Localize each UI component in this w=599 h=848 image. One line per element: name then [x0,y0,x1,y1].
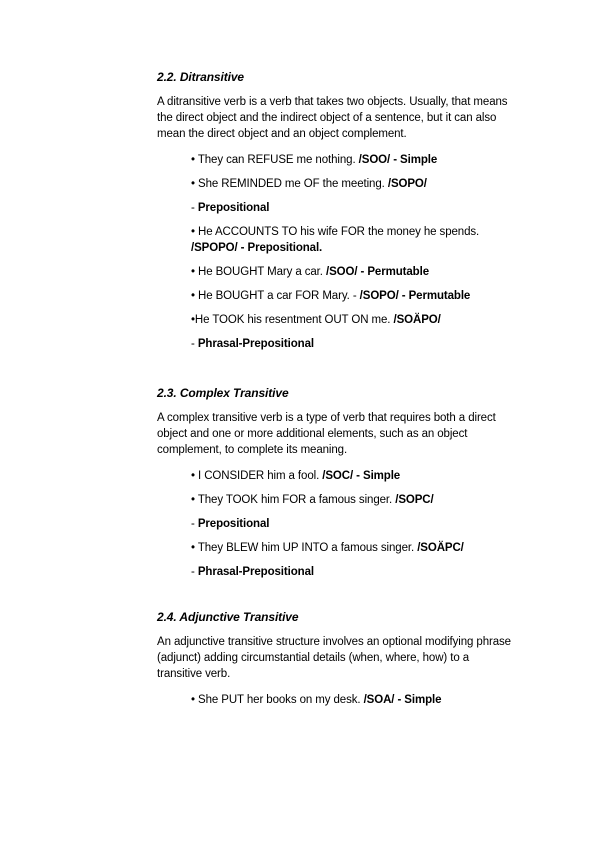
example-pattern: Phrasal-Prepositional [197,566,314,578]
example-text: - [191,566,198,578]
example-pattern: Prepositional [197,518,270,530]
example-text: • They TOOK him FOR a famous singer. [191,494,396,506]
example-pattern: Phrasal-Prepositional [197,338,314,350]
example-text: • I CONSIDER him a fool. [191,470,323,482]
example-continuation [157,200,517,216]
example-pattern: /SOÄPC/ [417,542,464,554]
example-text: - [191,518,198,530]
example-text: • She REMINDED me OF the meeting. [191,178,388,190]
section-intro: A complex transitive verb is a type of verb that requires both a direct object and one or more additional elements, such as an object complement, to complete its meaning. [157,412,496,456]
example-pattern: /SOPO/ [387,178,427,190]
section-heading: 2.4. Adjunctive Transitive [157,610,299,624]
section-heading: 2.3. Complex Transitive [157,386,289,400]
example-text: • They BLEW him UP INTO a famous singer. [191,542,418,554]
example-text: • He ACCOUNTS TO his wife FOR the money he spends. [191,226,480,238]
example-item [157,264,517,280]
section-intro: A ditransitive verb is a verb that takes two objects. Usually, that means the direct object and the indirect object of a sentence, but it can also mean the direct object and an object complement. [157,96,508,140]
example-item [157,152,517,168]
example-pattern: /SOC/ - Simple [322,470,401,482]
example-item [157,540,517,556]
example-text: • She PUT her books on my desk. [191,694,364,706]
example-text: - [191,338,198,350]
example-continuation [157,564,517,580]
example-pattern: /SOPO/ - Permutable [359,290,471,302]
example-item [157,176,517,192]
example-item [157,692,517,708]
example-continuation [157,516,517,532]
example-pattern: /SPOPO/ - Prepositional. [191,242,323,254]
example-item [157,492,517,508]
example-pattern: /SOA/ - Simple [363,694,442,706]
example-text: •He TOOK his resentment OUT ON me. [191,314,394,326]
example-pattern: Prepositional [197,202,270,214]
section-ditransitive [157,70,517,360]
section-adjunctive-transitive [157,610,517,716]
example-pattern: /SOÄPO/ [393,314,441,326]
section-intro: An adjunctive transitive structure involves an optional modifying phrase (adjunct) adding circumstantial details (when, where, how) to a transitive verb. [157,636,511,680]
section-heading: 2.2. Ditransitive [157,70,245,84]
example-pattern: /SOO/ - Permutable [325,266,429,278]
example-item [157,288,517,304]
example-pattern: /SOO/ - Simple [358,154,438,166]
example-item [157,224,517,256]
example-item [157,468,517,484]
section-complex-transitive [157,386,517,588]
example-pattern: /SOPC/ [395,494,434,506]
example-text: • They can REFUSE me nothing. [191,154,359,166]
example-item [157,312,517,328]
example-text: • He BOUGHT a car FOR Mary. - [191,290,360,302]
example-text: • He BOUGHT Mary a car. [191,266,326,278]
example-continuation [157,336,517,352]
example-text: - [191,202,198,214]
